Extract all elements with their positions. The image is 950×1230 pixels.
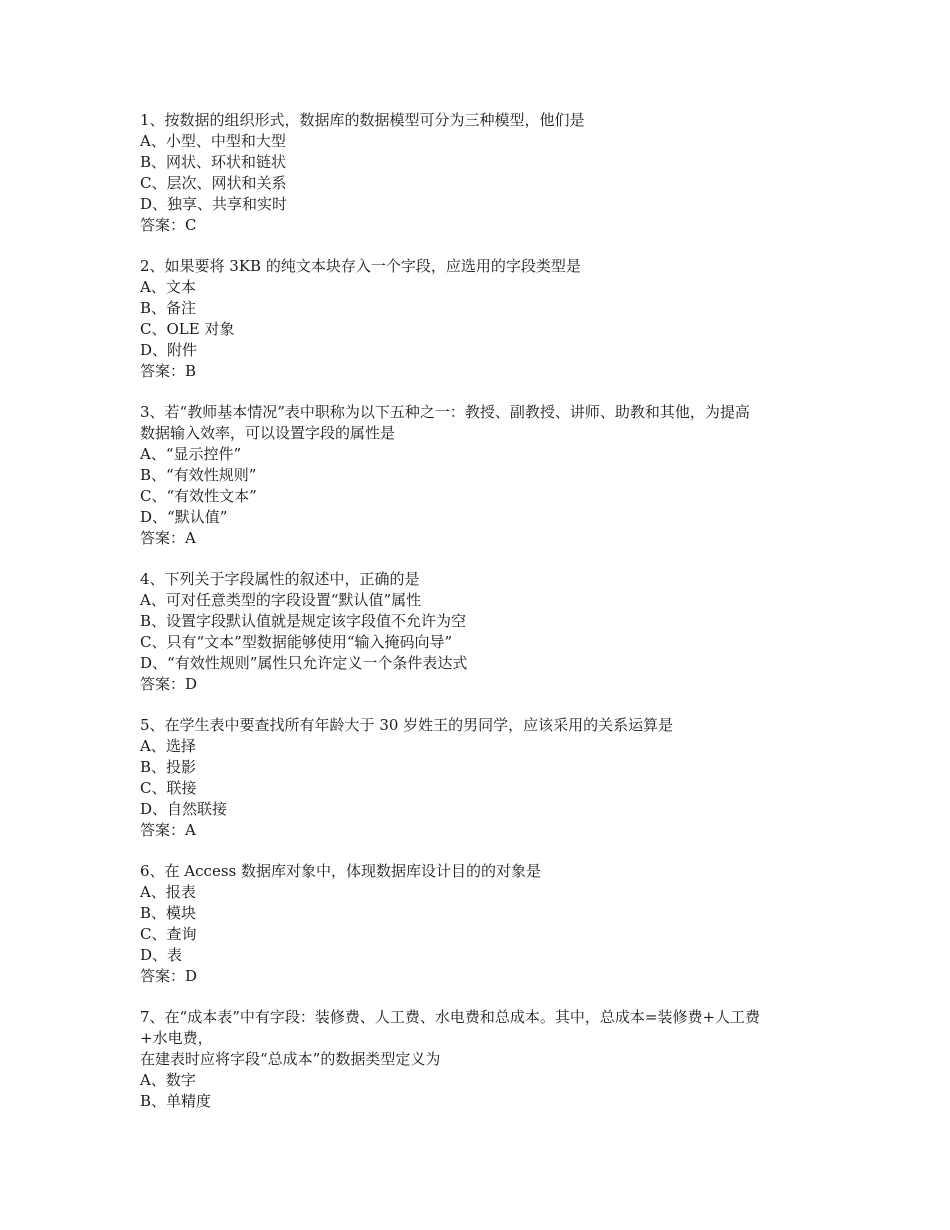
question-stem: 6、在 Access 数据库对象中，体现数据库设计目的的对象是 xyxy=(140,862,541,880)
question-stem: 3、若“教师基本情况”表中职称为以下五种之一：教授、副教授、讲师、助教和其他，为提高 xyxy=(140,403,750,421)
option-c: C、“有效性文本” xyxy=(140,487,257,505)
option-c: C、OLE 对象 xyxy=(140,320,235,338)
option-c: C、联接 xyxy=(140,779,197,797)
option-b: B、单精度 xyxy=(140,1092,212,1110)
option-a: A、小型、中型和大型 xyxy=(140,132,286,150)
option-c: C、查询 xyxy=(140,925,197,943)
option-d: D、附件 xyxy=(140,341,198,359)
option-a: A、报表 xyxy=(140,883,196,901)
question-1 xyxy=(140,110,830,236)
option-a: A、“显示控件” xyxy=(140,445,242,463)
question-6 xyxy=(140,861,830,987)
question-7 xyxy=(140,1007,830,1112)
question-stem-continued: 数据输入效率，可以设置字段的属性是 xyxy=(140,424,396,442)
option-b: B、模块 xyxy=(140,904,197,922)
question-4 xyxy=(140,569,830,695)
option-c: C、只有“文本”型数据能够使用“输入掩码向导” xyxy=(140,633,453,651)
question-3 xyxy=(140,402,830,549)
question-stem: 4、下列关于字段属性的叙述中，正确的是 xyxy=(140,570,420,588)
option-b: B、“有效性规则” xyxy=(140,466,257,484)
option-a: A、文本 xyxy=(140,278,196,296)
option-b: B、投影 xyxy=(140,758,197,776)
answer: 答案：B xyxy=(140,362,197,380)
option-a: A、数字 xyxy=(140,1071,196,1089)
question-stem: 2、如果要将 3KB 的纯文本块存入一个字段，应选用的字段类型是 xyxy=(140,257,581,275)
option-b: B、设置字段默认值就是规定该字段值不允许为空 xyxy=(140,612,467,630)
option-c: C、层次、网状和关系 xyxy=(140,174,287,192)
answer: 答案：D xyxy=(140,675,198,693)
question-stem-continued: +水电费， xyxy=(140,1029,213,1047)
option-d: D、“有效性规则”属性只允许定义一个条件表达式 xyxy=(140,654,468,672)
answer: 答案：A xyxy=(140,821,196,839)
option-d: D、“默认值” xyxy=(140,508,228,526)
question-5 xyxy=(140,715,830,841)
option-b: B、网状、环状和链状 xyxy=(140,153,287,171)
option-b: B、备注 xyxy=(140,299,197,317)
question-2 xyxy=(140,256,830,382)
option-a: A、选择 xyxy=(140,737,196,755)
option-d: D、自然联接 xyxy=(140,800,228,818)
question-stem: 7、在“成本表”中有字段：装修费、人工费、水电费和总成本。其中，总成本=装修费+人工费 xyxy=(140,1008,761,1026)
question-stem-continued: 在建表时应将字段“总成本”的数据类型定义为 xyxy=(140,1050,441,1068)
question-stem: 5、在学生表中要查找所有年龄大于 30 岁姓王的男同学，应该采用的关系运算是 xyxy=(140,716,674,734)
question-stem: 1、按数据的组织形式，数据库的数据模型可分为三种模型，他们是 xyxy=(140,111,585,129)
option-a: A、可对任意类型的字段设置“默认值”属性 xyxy=(140,591,422,609)
document-page xyxy=(140,110,830,1132)
option-d: D、表 xyxy=(140,946,183,964)
answer: 答案：A xyxy=(140,529,196,547)
answer: 答案：C xyxy=(140,216,197,234)
answer: 答案：D xyxy=(140,967,198,985)
option-d: D、独享、共享和实时 xyxy=(140,195,288,213)
